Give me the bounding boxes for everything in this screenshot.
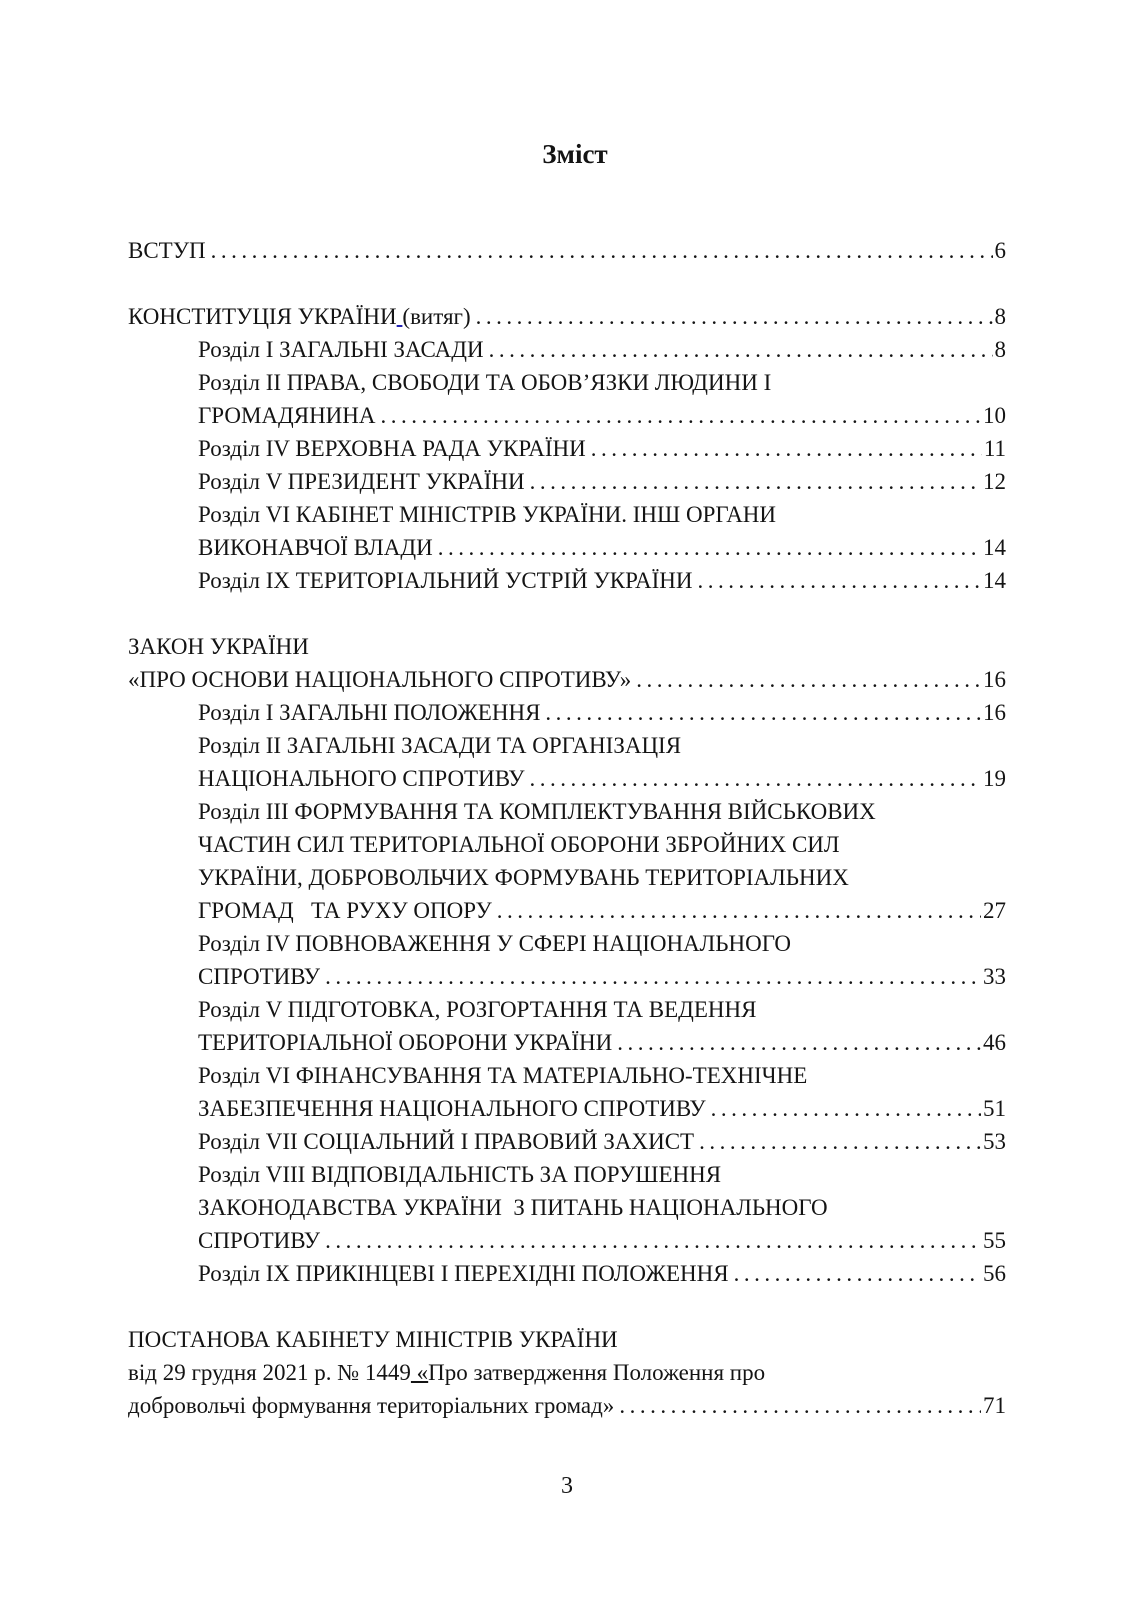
toc-row bbox=[128, 1257, 1006, 1290]
toc-row bbox=[128, 729, 1006, 762]
toc-row bbox=[128, 894, 1006, 927]
toc-entry-text-part: (витяг) bbox=[402, 304, 471, 329]
toc-entry-text-part: КОНСТИТУЦІЯ УКРАЇНИ bbox=[128, 304, 397, 329]
toc-page-number: 16 bbox=[983, 667, 1006, 692]
toc-entry-text: ЗАКОНОДАВСТВА УКРАЇНИ З ПИТАНЬ НАЦІОНАЛЬНОГО bbox=[198, 1195, 828, 1220]
dot-leader bbox=[211, 234, 993, 267]
toc-row bbox=[128, 1059, 1006, 1092]
toc-row bbox=[128, 927, 1006, 960]
toc-row bbox=[128, 828, 1006, 861]
toc-row bbox=[128, 1125, 1006, 1158]
dot-leader bbox=[325, 960, 981, 993]
toc-entry-text: Розділ VI ФІНАНСУВАННЯ ТА МАТЕРІАЛЬНО-ТЕХНІЧНЕ bbox=[198, 1063, 808, 1088]
dot-leader bbox=[530, 465, 981, 498]
toc-row bbox=[128, 795, 1006, 828]
toc-entry-text: Розділ VII СОЦІАЛЬНИЙ І ПРАВОВИЙ ЗАХИСТ bbox=[198, 1129, 695, 1154]
hyperlink-underscore: « bbox=[410, 1360, 429, 1385]
toc-page-number: 71 bbox=[983, 1393, 1006, 1418]
footer-page-number: 3 bbox=[561, 1473, 573, 1499]
toc-row bbox=[128, 1026, 1006, 1059]
toc-row bbox=[128, 564, 1006, 597]
toc-entry-text: Розділ І ЗАГАЛЬНІ ЗАСАДИ bbox=[198, 337, 484, 362]
toc-page-number: 19 bbox=[983, 766, 1006, 791]
dot-leader bbox=[529, 762, 981, 795]
toc-page-number: 8 bbox=[994, 304, 1006, 329]
dot-leader bbox=[697, 564, 981, 597]
toc-page-number: 33 bbox=[983, 964, 1006, 989]
toc-entry-text: «ПРО ОСНОВИ НАЦІОНАЛЬНОГО СПРОТИВУ» bbox=[128, 667, 632, 692]
toc-page-number: 10 bbox=[983, 403, 1006, 428]
toc-entry-text: Розділ ІХ ПРИКІНЦЕВІ І ПЕРЕХІДНІ ПОЛОЖЕННЯ bbox=[198, 1261, 729, 1286]
toc-row bbox=[128, 234, 1006, 267]
toc-page-number: 14 bbox=[983, 568, 1006, 593]
toc-page-number: 51 bbox=[983, 1096, 1006, 1121]
toc-entry-text: НАЦІОНАЛЬНОГО СПРОТИВУ bbox=[198, 766, 525, 791]
dot-leader bbox=[489, 333, 993, 366]
toc-entry-text: Розділ VI КАБІНЕТ МІНІСТРІВ УКРАЇНИ. ІНШ ОРГАНИ bbox=[198, 502, 777, 527]
toc-row bbox=[128, 432, 1006, 465]
dot-leader bbox=[476, 300, 993, 333]
toc-row bbox=[128, 531, 1006, 564]
toc-row bbox=[128, 300, 1006, 333]
dot-leader bbox=[438, 531, 981, 564]
toc-page-number: 8 bbox=[994, 337, 1006, 362]
dot-leader bbox=[636, 663, 981, 696]
toc-entry-text: СПРОТИВУ bbox=[198, 964, 321, 989]
toc-entry-text: ЧАСТИН СИЛ ТЕРИТОРІАЛЬНОЇ ОБОРОНИ ЗБРОЙНИХ СИЛ bbox=[198, 832, 840, 857]
toc-row bbox=[128, 465, 1006, 498]
toc-entry-text: Розділ IV ВЕРХОВНА РАДА УКРАЇНИ bbox=[198, 436, 586, 461]
dot-leader bbox=[591, 432, 982, 465]
toc-page-number: 53 bbox=[983, 1129, 1006, 1154]
toc-entry-text: Розділ V ПІДГОТОВКА, РОЗГОРТАННЯ ТА ВЕДЕННЯ bbox=[198, 997, 757, 1022]
toc-row bbox=[128, 1356, 1006, 1389]
toc-entry-text bbox=[128, 1356, 765, 1389]
toc-entry-text: ПОСТАНОВА КАБІНЕТУ МІНІСТРІВ УКРАЇНИ bbox=[128, 1327, 618, 1352]
toc-page-number: 12 bbox=[983, 469, 1006, 494]
toc-row bbox=[128, 1323, 1006, 1356]
toc-entry-text: Розділ І ЗАГАЛЬНІ ПОЛОЖЕННЯ bbox=[198, 700, 541, 725]
toc-entry-text: Розділ ІІІ ФОРМУВАННЯ ТА КОМПЛЕКТУВАННЯ ВІЙСЬКОВИХ bbox=[198, 799, 876, 824]
toc-row bbox=[128, 663, 1006, 696]
toc-entry-text: ТЕРИТОРІАЛЬНОЇ ОБОРОНИ УКРАЇНИ bbox=[198, 1030, 613, 1055]
toc-entry-text-part: від 29 грудня 2021 р. № 1449 bbox=[128, 1360, 411, 1385]
toc-page-number: 6 bbox=[994, 238, 1006, 263]
toc-page-number: 46 bbox=[983, 1030, 1006, 1055]
toc-row bbox=[128, 498, 1006, 531]
dot-leader bbox=[545, 696, 981, 729]
toc-entry-text: ЗАБЕЗПЕЧЕННЯ НАЦІОНАЛЬНОГО СПРОТИВУ bbox=[198, 1096, 706, 1121]
dot-leader bbox=[619, 1389, 981, 1422]
toc-entry-text: ВИКОНАВЧОЇ ВЛАДИ bbox=[198, 535, 433, 560]
toc-entry-text: Розділ ІХ ТЕРИТОРІАЛЬНИЙ УСТРІЙ УКРАЇНИ bbox=[198, 568, 693, 593]
dot-leader bbox=[734, 1257, 981, 1290]
toc-entry-text: ГРОМАД ТА РУХУ ОПОРУ bbox=[198, 898, 492, 923]
toc-row bbox=[128, 861, 1006, 894]
toc-row bbox=[128, 960, 1006, 993]
toc-row bbox=[128, 762, 1006, 795]
dot-leader bbox=[497, 894, 981, 927]
toc-row bbox=[128, 399, 1006, 432]
toc-page-number: 55 bbox=[983, 1228, 1006, 1253]
dot-leader bbox=[617, 1026, 981, 1059]
dot-leader bbox=[381, 399, 981, 432]
toc-row bbox=[128, 1092, 1006, 1125]
toc-entry-text: ВСТУП bbox=[128, 238, 206, 263]
toc-row bbox=[128, 696, 1006, 729]
toc-page-number: 16 bbox=[983, 700, 1006, 725]
toc-entry-text: ЗАКОН УКРАЇНИ bbox=[128, 634, 309, 659]
toc-entry-text bbox=[128, 300, 471, 333]
toc-row bbox=[128, 333, 1006, 366]
toc-entry-text: СПРОТИВУ bbox=[198, 1228, 321, 1253]
toc-entry-text: Розділ V ПРЕЗИДЕНТ УКРАЇНИ bbox=[198, 469, 525, 494]
toc-page-number: 11 bbox=[983, 436, 1006, 461]
page-title: Зміст bbox=[542, 139, 608, 169]
toc-entry-text: Розділ ІІ ПРАВА, СВОБОДИ ТА ОБОВ’ЯЗКИ ЛЮДИНИ І bbox=[198, 370, 772, 395]
toc-row bbox=[128, 366, 1006, 399]
toc-entry-text: Розділ ІІ ЗАГАЛЬНІ ЗАСАДИ ТА ОРГАНІЗАЦІЯ bbox=[198, 733, 682, 758]
toc-page bbox=[128, 138, 1006, 1422]
toc-list bbox=[128, 234, 1006, 1422]
toc-row bbox=[128, 1224, 1006, 1257]
dot-leader bbox=[711, 1092, 981, 1125]
toc-row bbox=[128, 1389, 1006, 1422]
toc-entry-text: добровольчі формування територіальних громад» bbox=[128, 1393, 615, 1418]
toc-entry-text: ГРОМАДЯНИНА bbox=[198, 403, 376, 428]
toc-row bbox=[128, 630, 1006, 663]
toc-entry-text: Розділ IV ПОВНОВАЖЕННЯ У СФЕРІ НАЦІОНАЛЬНОГО bbox=[198, 931, 792, 956]
toc-entry-text: Розділ VIII ВІДПОВІДАЛЬНІСТЬ ЗА ПОРУШЕННЯ bbox=[198, 1162, 722, 1187]
dot-leader bbox=[325, 1224, 981, 1257]
toc-entry-text: УКРАЇНИ, ДОБРОВОЛЬЧИХ ФОРМУВАНЬ ТЕРИТОРІАЛЬНИХ bbox=[198, 865, 849, 890]
toc-row bbox=[128, 1158, 1006, 1191]
toc-row bbox=[128, 993, 1006, 1026]
toc-page-number: 56 bbox=[983, 1261, 1006, 1286]
toc-page-number: 14 bbox=[983, 535, 1006, 560]
toc-page-number: 27 bbox=[983, 898, 1006, 923]
toc-entry-text-part: Про затвердження Положення про bbox=[428, 1360, 766, 1385]
toc-row bbox=[128, 1191, 1006, 1224]
dot-leader bbox=[699, 1125, 981, 1158]
